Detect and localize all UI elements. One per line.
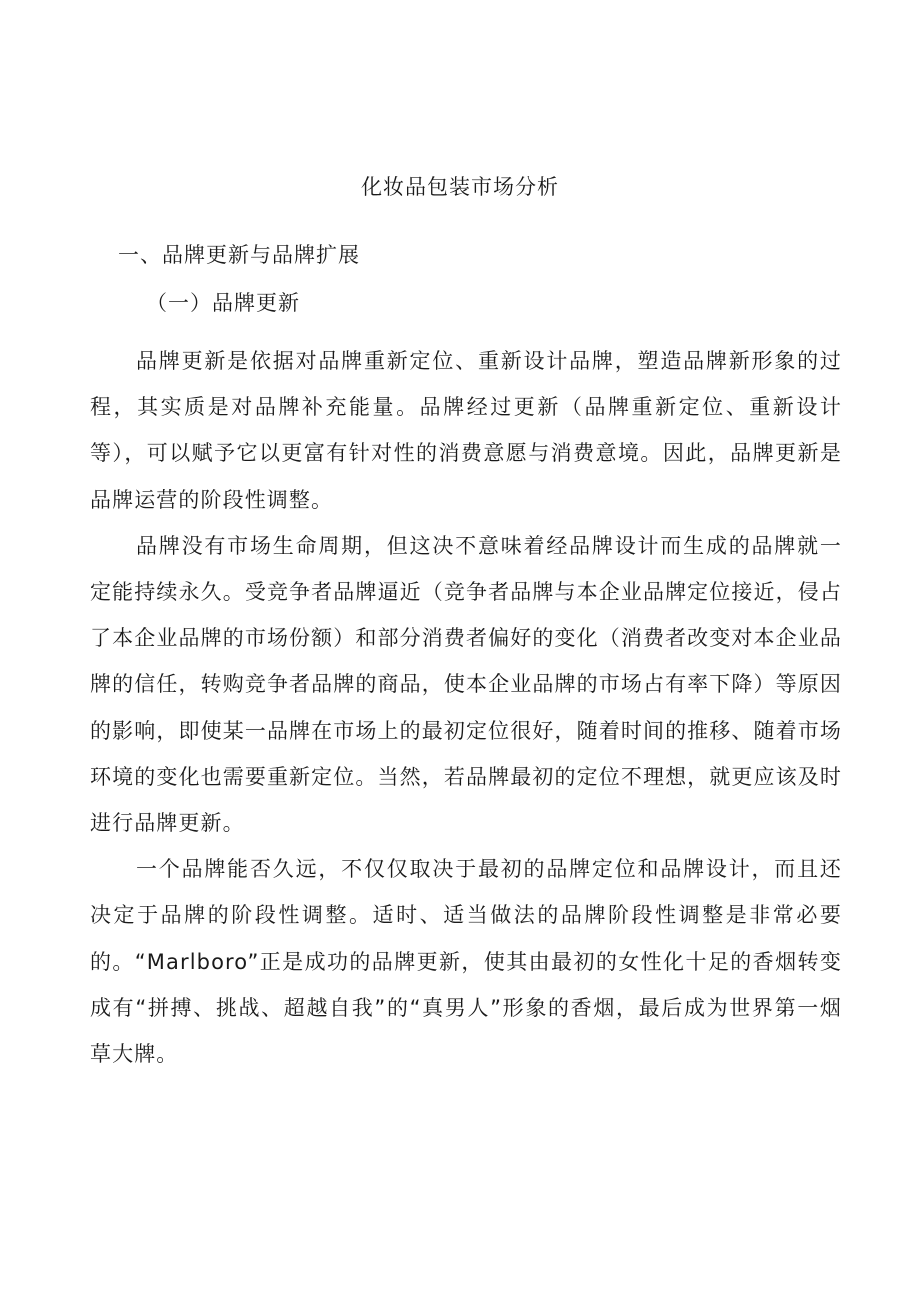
section-heading: 一、品牌更新与品牌扩展: [118, 243, 360, 267]
subsection-heading: （一）品牌更新: [146, 291, 300, 315]
document-body: [90, 338, 842, 1077]
paragraph-3: 一个品牌能否久远，不仅仅取决于最初的品牌定位和品牌设计，而且还决定于品牌的阶段性调整。适时、适当做法的品牌阶段性调整是非常必要的。“Marlboro”正是成功的品牌更新，使其由最初的女性化十足的香烟转变成有“拼搏、挑战、超越自我”的“真男人”形象的香烟，最后成为世界第一烟草大牌。: [90, 857, 842, 1067]
paragraph-1: 品牌更新是依据对品牌重新定位、重新设计品牌，塑造品牌新形象的过程，其实质是对品牌补充能量。品牌经过更新（品牌重新定位、重新设计等），可以赋予它以更富有针对性的消费意愿与消费意境。因此，品牌更新是品牌运营的阶段性调整。: [90, 349, 842, 512]
document-title: 化妆品包装市场分析: [361, 175, 559, 199]
paragraph-2: 品牌没有市场生命周期，但这决不意味着经品牌设计而生成的品牌就一定能持续永久。受竞争者品牌逼近（竞争者品牌与本企业品牌定位接近，侵占了本企业品牌的市场份额）和部分消费者偏好的变化（消费者改变对本企业品牌的信任，转购竞争者品牌的商品，使本企业品牌的市场占有率下降）等原因的影响，即使某一品牌在市场上的最初定位很好，随着时间的推移、随着市场环境的变化也需要重新定位。当然，若品牌最初的定位不理想，就更应该及时进行品牌更新。: [90, 533, 842, 836]
